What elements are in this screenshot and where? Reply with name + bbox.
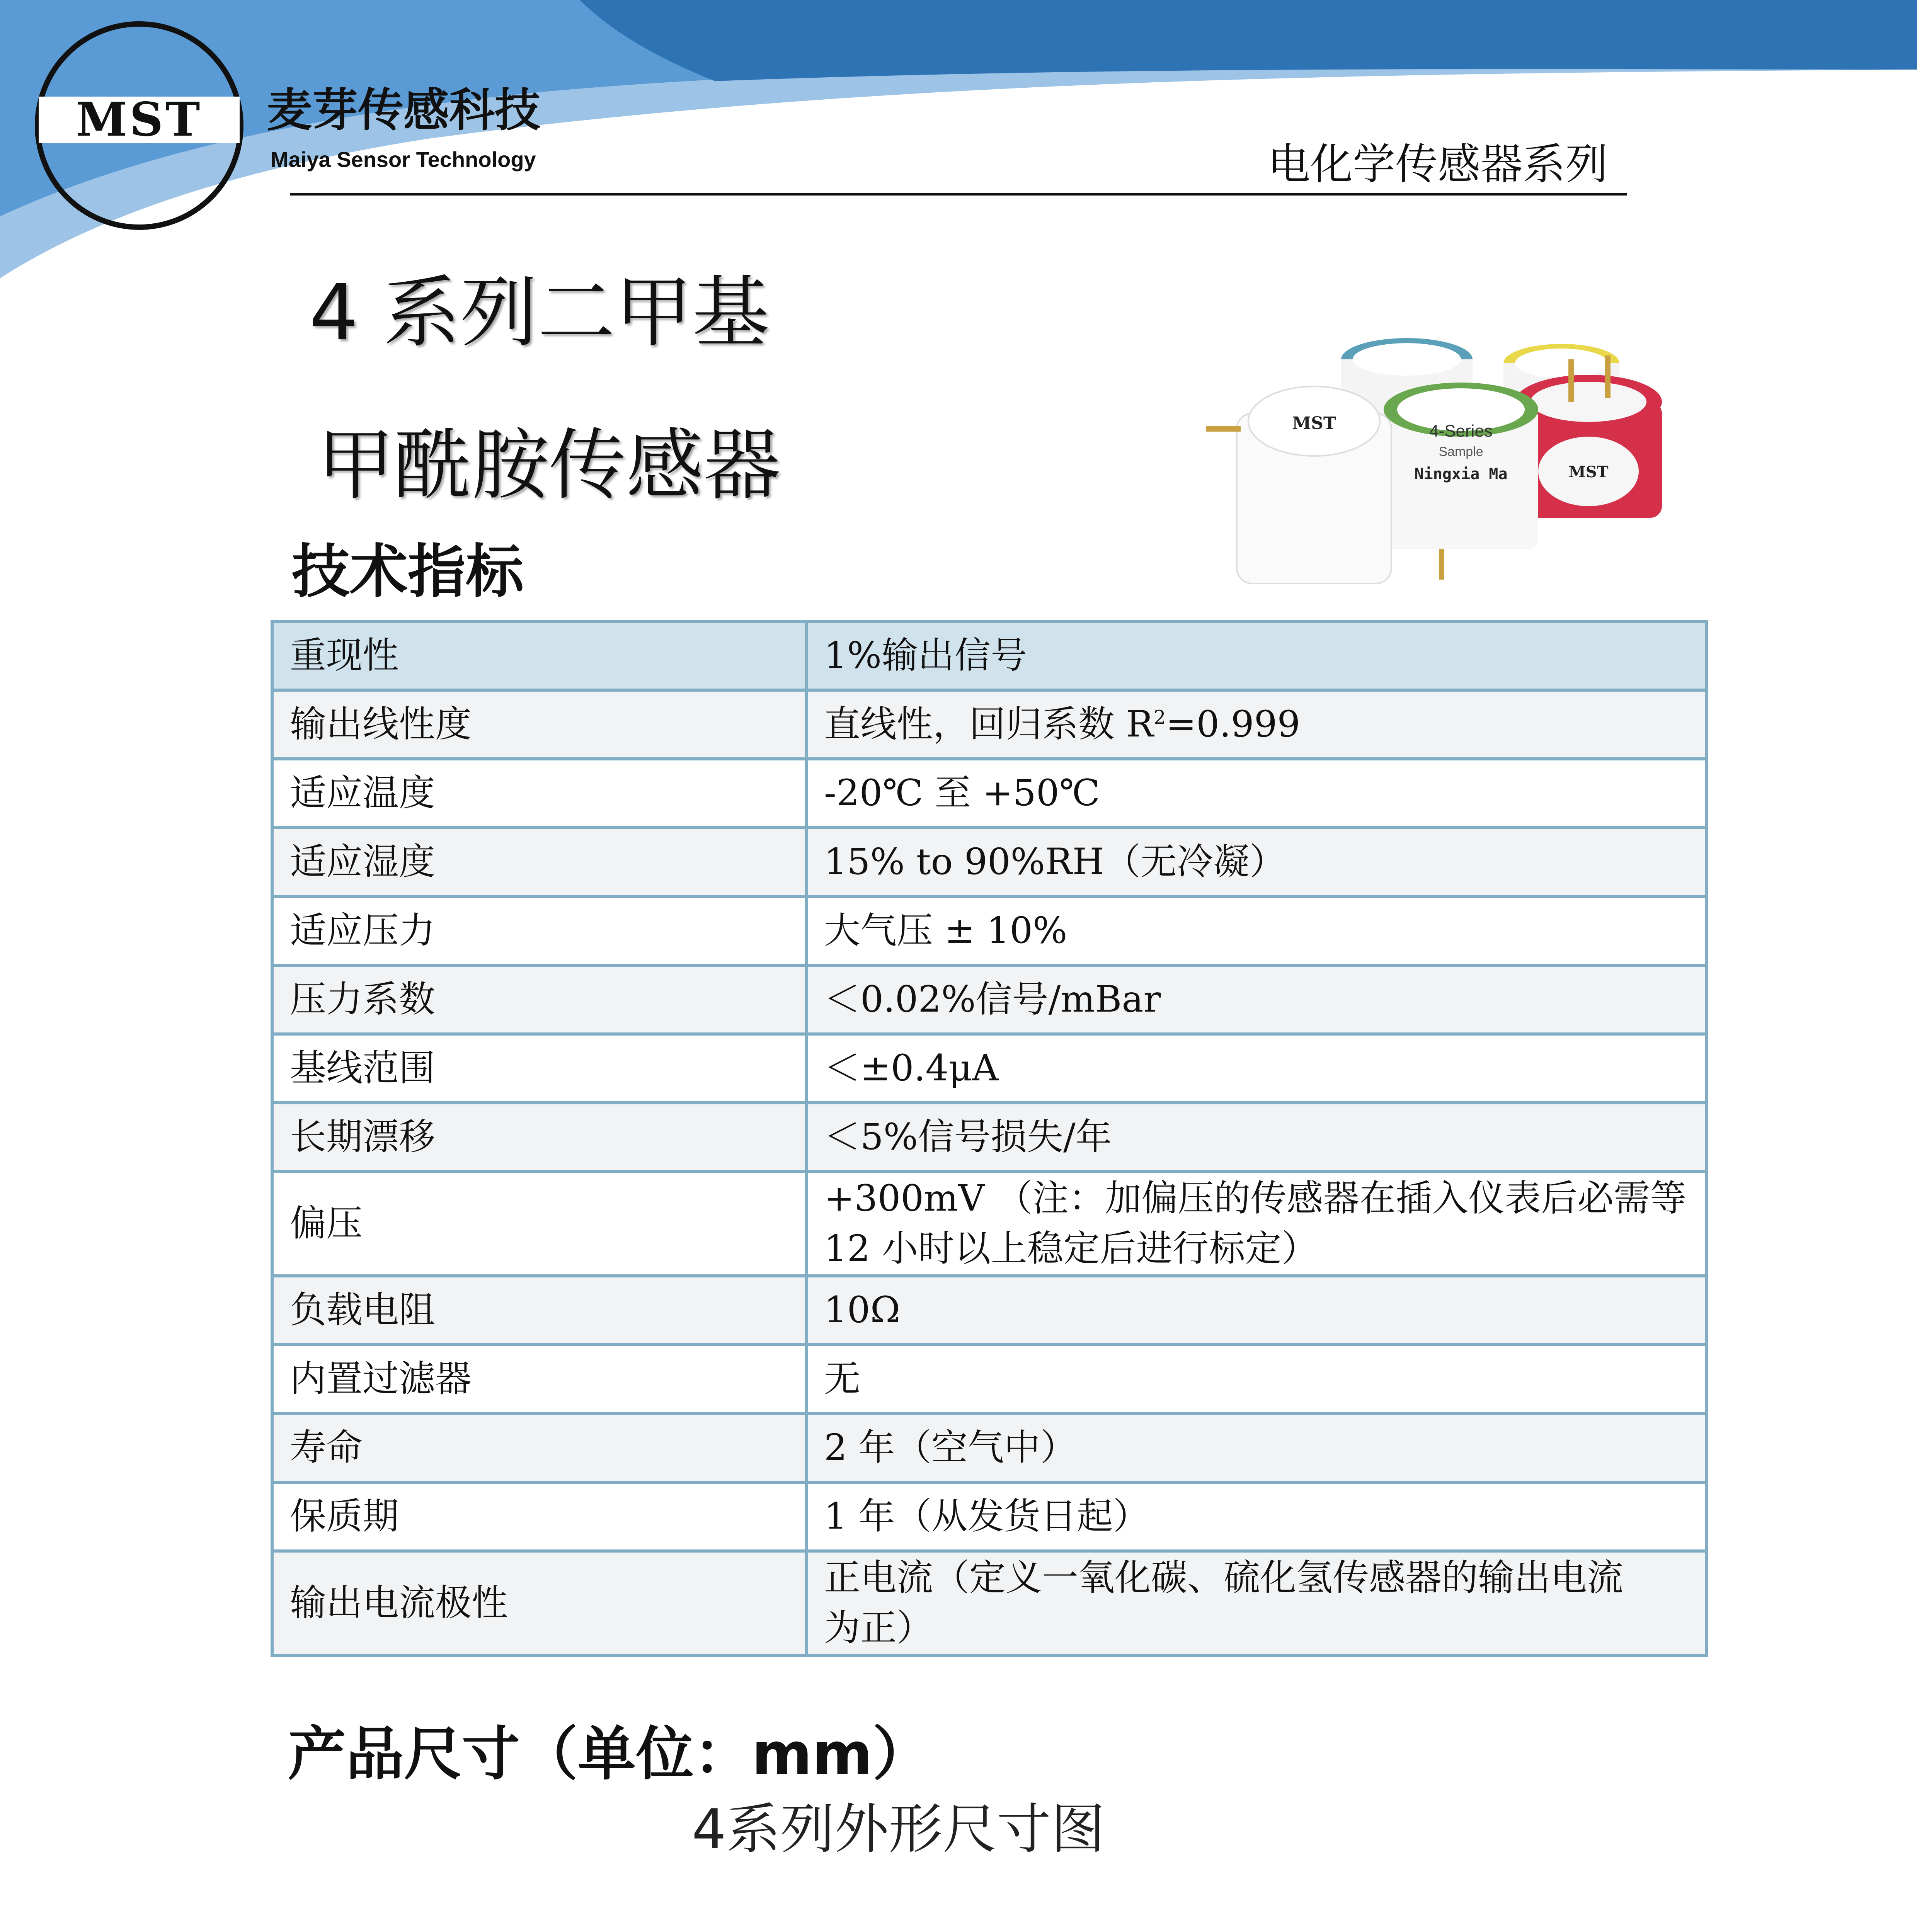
drawing-title: 4系列外形尺寸图: [692, 1798, 1105, 1861]
photo-label-mst-white: MST: [1292, 413, 1336, 433]
table-row: [272, 1345, 1707, 1413]
photo-label-mst-red: MST: [1568, 463, 1609, 481]
spec-key: 输出线性度: [272, 690, 806, 759]
spec-value: 1 年（从发货日起）: [806, 1482, 1707, 1551]
table-row: [272, 621, 1707, 690]
spec-value: 无: [806, 1345, 1707, 1413]
table-row: [272, 965, 1707, 1034]
spec-value: ＜0.02%信号/mBar: [806, 965, 1707, 1034]
spec-value: ＜5%信号损失/年: [806, 1103, 1707, 1172]
spec-key: 压力系数: [272, 965, 806, 1034]
spec-key: 适应湿度: [272, 828, 806, 896]
table-row: [272, 1482, 1707, 1551]
table-row: [272, 1276, 1707, 1345]
spec-value: 10Ω: [806, 1276, 1707, 1345]
spec-value: [806, 690, 1707, 759]
spec-key: 内置过滤器: [272, 1345, 806, 1413]
table-row: [272, 896, 1707, 965]
spec-value-line: +300mV （注：加偏压的传感器在插入仪表后必需等: [824, 1177, 1687, 1219]
photo-label-series: 4-Series: [1429, 422, 1493, 440]
spec-key: 适应压力: [272, 896, 806, 965]
spec-value: 15% to 90%RH（无冷凝）: [806, 828, 1707, 896]
product-title-line2: 甲酰胺传感器: [317, 420, 781, 510]
series-label: 电化学传感器系列: [1268, 139, 1608, 189]
company-name-cn: 麦芽传感科技: [267, 83, 541, 137]
spec-key: 适应温度: [272, 759, 806, 828]
spec-table: [271, 620, 1708, 1657]
table-row: [272, 1413, 1707, 1482]
photo-label-sample: Sample: [1439, 444, 1483, 459]
spec-section-heading: 技术指标: [292, 538, 524, 605]
spec-value-text: =0.999: [1166, 703, 1301, 745]
product-title-line1: 4 系列二甲基: [309, 268, 770, 358]
spec-value-line: 12 小时以上稳定后进行标定）: [824, 1228, 1318, 1270]
spec-value-text: 直线性，回归系数 R: [824, 703, 1154, 745]
spec-value: [806, 1551, 1707, 1655]
spec-key: 寿命: [272, 1413, 806, 1482]
spec-value: ＜±0.4μA: [806, 1034, 1707, 1103]
dimension-section-heading: 产品尺寸（单位：mm）: [288, 1721, 931, 1788]
company-name-en: Maiya Sensor Technology: [271, 147, 536, 172]
spec-value: 1%输出信号: [806, 621, 1707, 690]
spec-value-superscript: 2: [1153, 706, 1166, 729]
header-rule: [290, 193, 1627, 196]
table-row: [272, 690, 1707, 759]
table-row: [272, 1172, 1707, 1276]
spec-key: 保质期: [272, 1482, 806, 1551]
dimension-drawing: [371, 1793, 1561, 1932]
spec-key: 负载电阻: [272, 1276, 806, 1345]
table-row: [272, 1103, 1707, 1172]
photo-label-ningxia: Ningxia Ma: [1414, 465, 1508, 483]
spec-key: 输出电流极性: [272, 1551, 806, 1655]
spec-value: 2 年（空气中）: [806, 1413, 1707, 1482]
spec-key: 基线范围: [272, 1034, 806, 1103]
spec-value-line: 为正）: [824, 1607, 933, 1649]
table-row: [272, 828, 1707, 896]
spec-key: 长期漂移: [272, 1103, 806, 1172]
table-row: [272, 759, 1707, 828]
product-photo: [1190, 317, 1704, 595]
spec-value: [806, 1172, 1707, 1276]
spec-key: 重现性: [272, 621, 806, 690]
table-row: [272, 1034, 1707, 1103]
spec-key: 偏压: [272, 1172, 806, 1276]
spec-value: -20℃ 至 +50℃: [806, 759, 1707, 828]
table-row: [272, 1551, 1707, 1655]
spec-value-line: 正电流（定义一氧化碳、硫化氢传感器的输出电流: [824, 1557, 1624, 1599]
header-wave-decoration: [0, 0, 1917, 348]
company-logo: MST: [39, 97, 240, 143]
spec-value: 大气压 ± 10%: [806, 896, 1707, 965]
